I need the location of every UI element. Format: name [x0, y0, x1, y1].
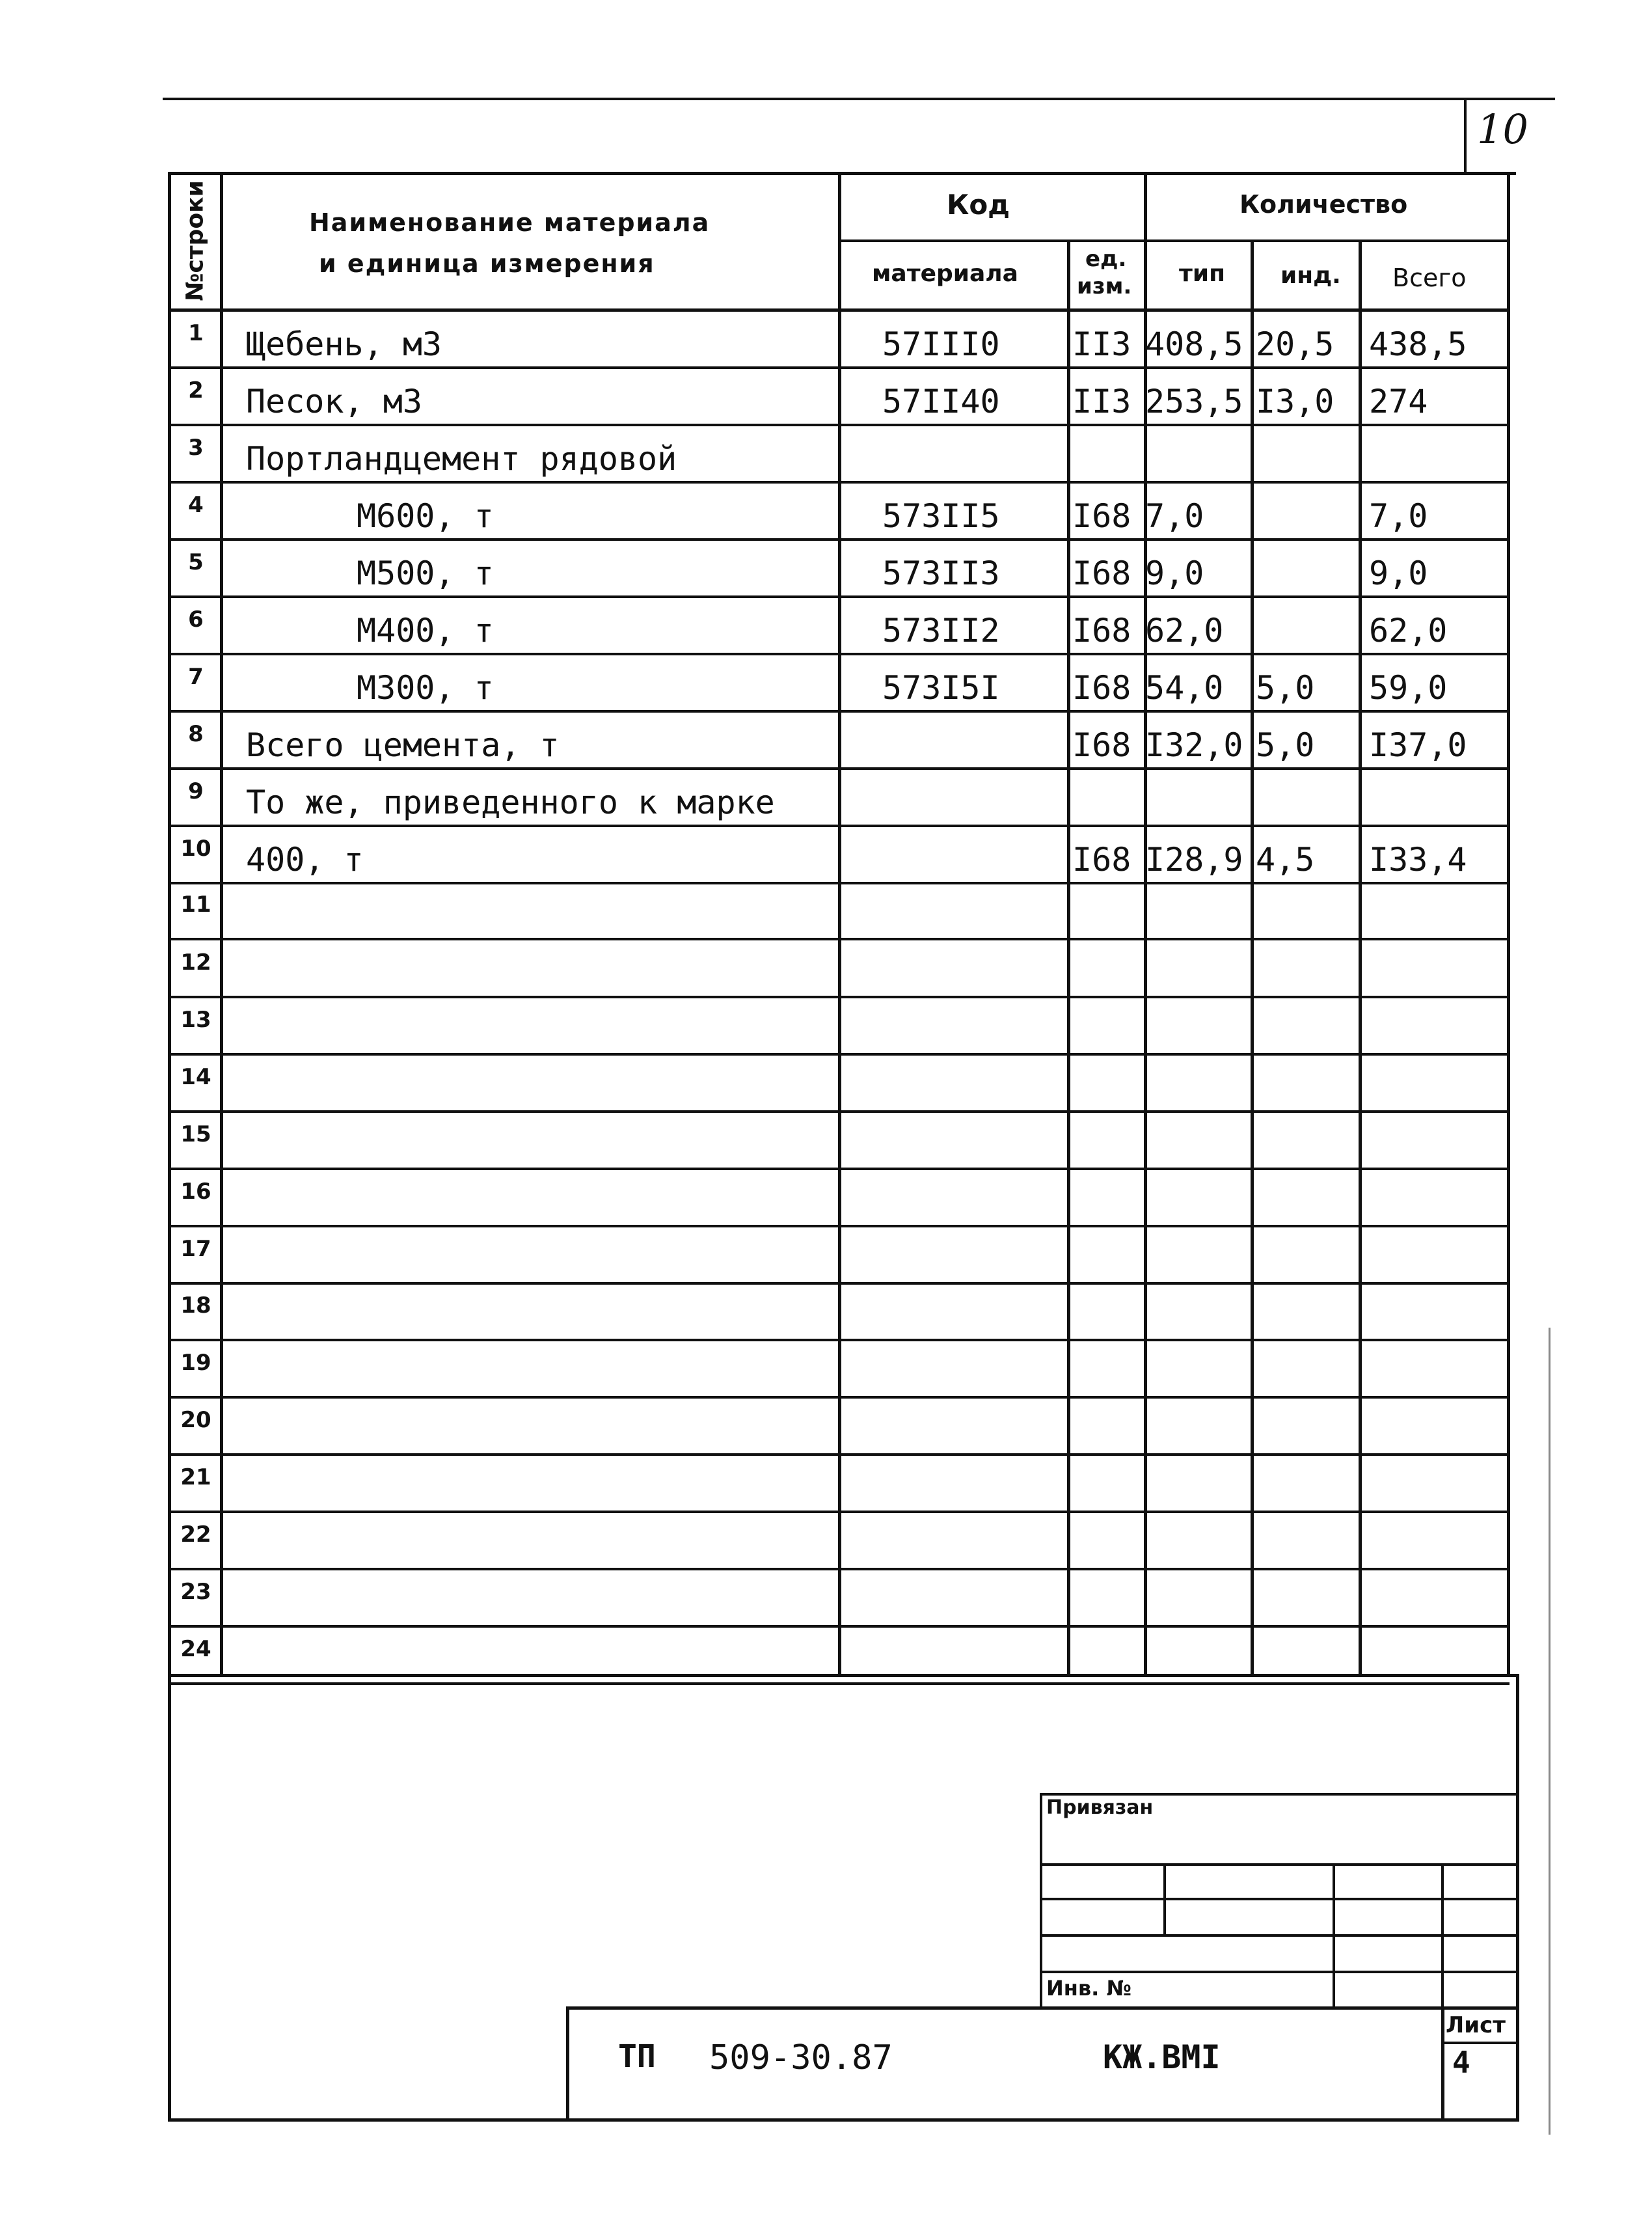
- cell-total: I37,0: [1369, 726, 1467, 764]
- header-qty-total: Всего: [1392, 264, 1467, 292]
- cell-unit: I68: [1072, 554, 1131, 592]
- cell-name: Портландцемент рядовой: [246, 440, 677, 478]
- cell-code: 57II40: [882, 383, 1000, 420]
- cell-code: 573II5: [882, 497, 1000, 535]
- cell-name: 400, т: [246, 841, 364, 879]
- table-row: [0, 940, 1652, 998]
- cell-n: 21: [180, 1464, 211, 1490]
- cell-name: Песок, м3: [246, 383, 422, 420]
- cell-name: М300, т: [357, 669, 494, 707]
- cell-typ: 54,0: [1145, 669, 1224, 707]
- cell-n: 19: [180, 1350, 211, 1376]
- cell-unit: I68: [1072, 612, 1131, 650]
- inv-label: Инв. №: [1046, 1976, 1131, 2001]
- cell-total: I33,4: [1369, 841, 1467, 879]
- cell-n: 6: [188, 607, 204, 633]
- cell-typ: I28,9: [1145, 841, 1243, 879]
- header-qty-group: Количество: [1239, 190, 1408, 219]
- cell-code: 573I5I: [882, 669, 1000, 707]
- cell-unit: I68: [1072, 669, 1131, 707]
- cell-code: 573II2: [882, 612, 1000, 650]
- table-top-border: [169, 172, 1516, 175]
- cell-total: 438,5: [1369, 325, 1467, 363]
- table-row: [0, 368, 1652, 426]
- cell-n: 24: [180, 1636, 211, 1662]
- cell-n: 10: [180, 836, 211, 862]
- table-row: [0, 655, 1652, 712]
- cell-ind: I3,0: [1256, 383, 1334, 420]
- stamp-sheet-divider: [1441, 2006, 1444, 2120]
- bound-left: [1040, 1793, 1042, 2008]
- table-row: [0, 1112, 1652, 1169]
- header-code-unit-line2: изм.: [1077, 273, 1132, 299]
- cell-name: Щебень, м3: [246, 325, 442, 363]
- header-code-group: Код: [947, 189, 1010, 221]
- cell-unit: II3: [1072, 325, 1131, 363]
- cell-n: 11: [180, 892, 211, 918]
- cell-ind: 5,0: [1256, 726, 1315, 764]
- frame-table-bottom: [168, 1674, 1519, 1677]
- header-code-material: материала: [872, 260, 1018, 287]
- table-row: [0, 1455, 1652, 1512]
- cell-n: 18: [180, 1292, 211, 1319]
- cell-typ: I32,0: [1145, 726, 1243, 764]
- cell-n: 13: [180, 1007, 211, 1033]
- cell-name: Всего цемента, т: [246, 726, 560, 764]
- cell-n: 8: [188, 721, 204, 747]
- cell-n: 15: [180, 1121, 211, 1147]
- cell-total: 62,0: [1369, 612, 1448, 650]
- table-row: [0, 998, 1652, 1055]
- bound-line-2: [1041, 1898, 1516, 1900]
- table-row: [0, 1169, 1652, 1227]
- cell-typ: 408,5: [1145, 325, 1243, 363]
- table-row: [0, 1055, 1652, 1112]
- cell-n: 20: [180, 1407, 211, 1433]
- table-row: [0, 1283, 1652, 1341]
- cell-name: То же, приведенного к марке: [246, 784, 775, 821]
- table-row: [0, 769, 1652, 827]
- cell-unit: II3: [1072, 383, 1131, 420]
- table-row: [0, 1512, 1652, 1570]
- cell-unit: I68: [1072, 497, 1131, 535]
- cell-unit: I68: [1072, 841, 1131, 879]
- table-row: [0, 311, 1652, 368]
- cell-n: 14: [180, 1064, 211, 1090]
- cell-n: 9: [188, 778, 204, 804]
- sheet-page-number: 10: [1477, 105, 1528, 153]
- header-code-unit-line1: ед.: [1085, 246, 1127, 272]
- header-qty-type: тип: [1179, 260, 1225, 287]
- frame-bottom-border: [168, 2118, 1519, 2122]
- header-row-no: №строки: [182, 180, 209, 301]
- stamp-prefix: ТП: [618, 2038, 656, 2075]
- cell-typ: 7,0: [1145, 497, 1204, 535]
- cell-unit: I68: [1072, 726, 1131, 764]
- cell-ind: 20,5: [1256, 325, 1334, 363]
- bound-line-3: [1041, 1934, 1516, 1937]
- sheet-label: Лист: [1446, 2012, 1506, 2038]
- table-row: [0, 712, 1652, 769]
- header-name-line1: Наименование материала: [309, 208, 711, 237]
- cell-total: 274: [1369, 383, 1428, 420]
- row-divider: [169, 1682, 1510, 1685]
- cell-name: М600, т: [357, 497, 494, 535]
- table-row: [0, 1398, 1652, 1455]
- table-row: [0, 483, 1652, 540]
- table-row: [0, 882, 1652, 940]
- bound-line-1: [1041, 1863, 1516, 1866]
- bound-label: Привязан: [1046, 1796, 1154, 1819]
- cell-typ: 62,0: [1145, 612, 1224, 650]
- cell-n: 1: [188, 320, 204, 346]
- cell-total: 7,0: [1369, 497, 1428, 535]
- cell-ind: 4,5: [1256, 841, 1315, 879]
- bound-col-2: [1333, 1863, 1335, 2008]
- cell-typ: 9,0: [1145, 554, 1204, 592]
- cell-n: 3: [188, 435, 204, 461]
- header-name-line2: и единица измерения: [319, 249, 655, 278]
- doc-code: КЖ.ВМI: [1103, 2038, 1221, 2076]
- table-row: [0, 426, 1652, 483]
- scan-artifact-right: [1549, 1328, 1550, 2135]
- bound-col-3: [1441, 1863, 1444, 2008]
- cell-code: 573II3: [882, 554, 1000, 592]
- stamp-sheet-line: [1441, 2042, 1517, 2044]
- cell-n: 2: [188, 377, 204, 403]
- cell-ind: 5,0: [1256, 669, 1315, 707]
- header-qty-ind: инд.: [1280, 262, 1341, 289]
- bound-line-4: [1041, 1971, 1516, 1973]
- table-row: [0, 1341, 1652, 1398]
- table-row: [0, 540, 1652, 597]
- table-row: [0, 1227, 1652, 1284]
- cell-n: 17: [180, 1236, 211, 1262]
- cell-typ: 253,5: [1145, 383, 1243, 420]
- frame-left-border: [168, 1675, 171, 2120]
- cell-n: 12: [180, 950, 211, 976]
- cell-n: 23: [180, 1579, 211, 1605]
- table-row: [0, 1570, 1652, 1627]
- table-row: [0, 597, 1652, 655]
- cell-name: М500, т: [357, 554, 494, 592]
- bound-col-1: [1163, 1863, 1166, 1936]
- header-group-divider: [839, 239, 1508, 242]
- cell-name: М400, т: [357, 612, 494, 650]
- cell-n: 22: [180, 1522, 211, 1548]
- cell-n: 7: [188, 664, 204, 690]
- stamp-top: [567, 2006, 1517, 2010]
- sheet-value: 4: [1452, 2045, 1470, 2080]
- cell-n: 16: [180, 1179, 211, 1205]
- cell-code: 57III0: [882, 325, 1000, 363]
- cell-total: 59,0: [1369, 669, 1448, 707]
- frame-right-border: [1516, 1675, 1519, 2120]
- bound-top: [1041, 1793, 1516, 1796]
- project-number: 509-30.87: [709, 2038, 893, 2077]
- cell-n: 4: [188, 492, 204, 518]
- cell-total: 9,0: [1369, 554, 1428, 592]
- table-row: [0, 827, 1652, 884]
- cell-n: 5: [188, 549, 204, 575]
- stamp-left: [566, 2006, 569, 2120]
